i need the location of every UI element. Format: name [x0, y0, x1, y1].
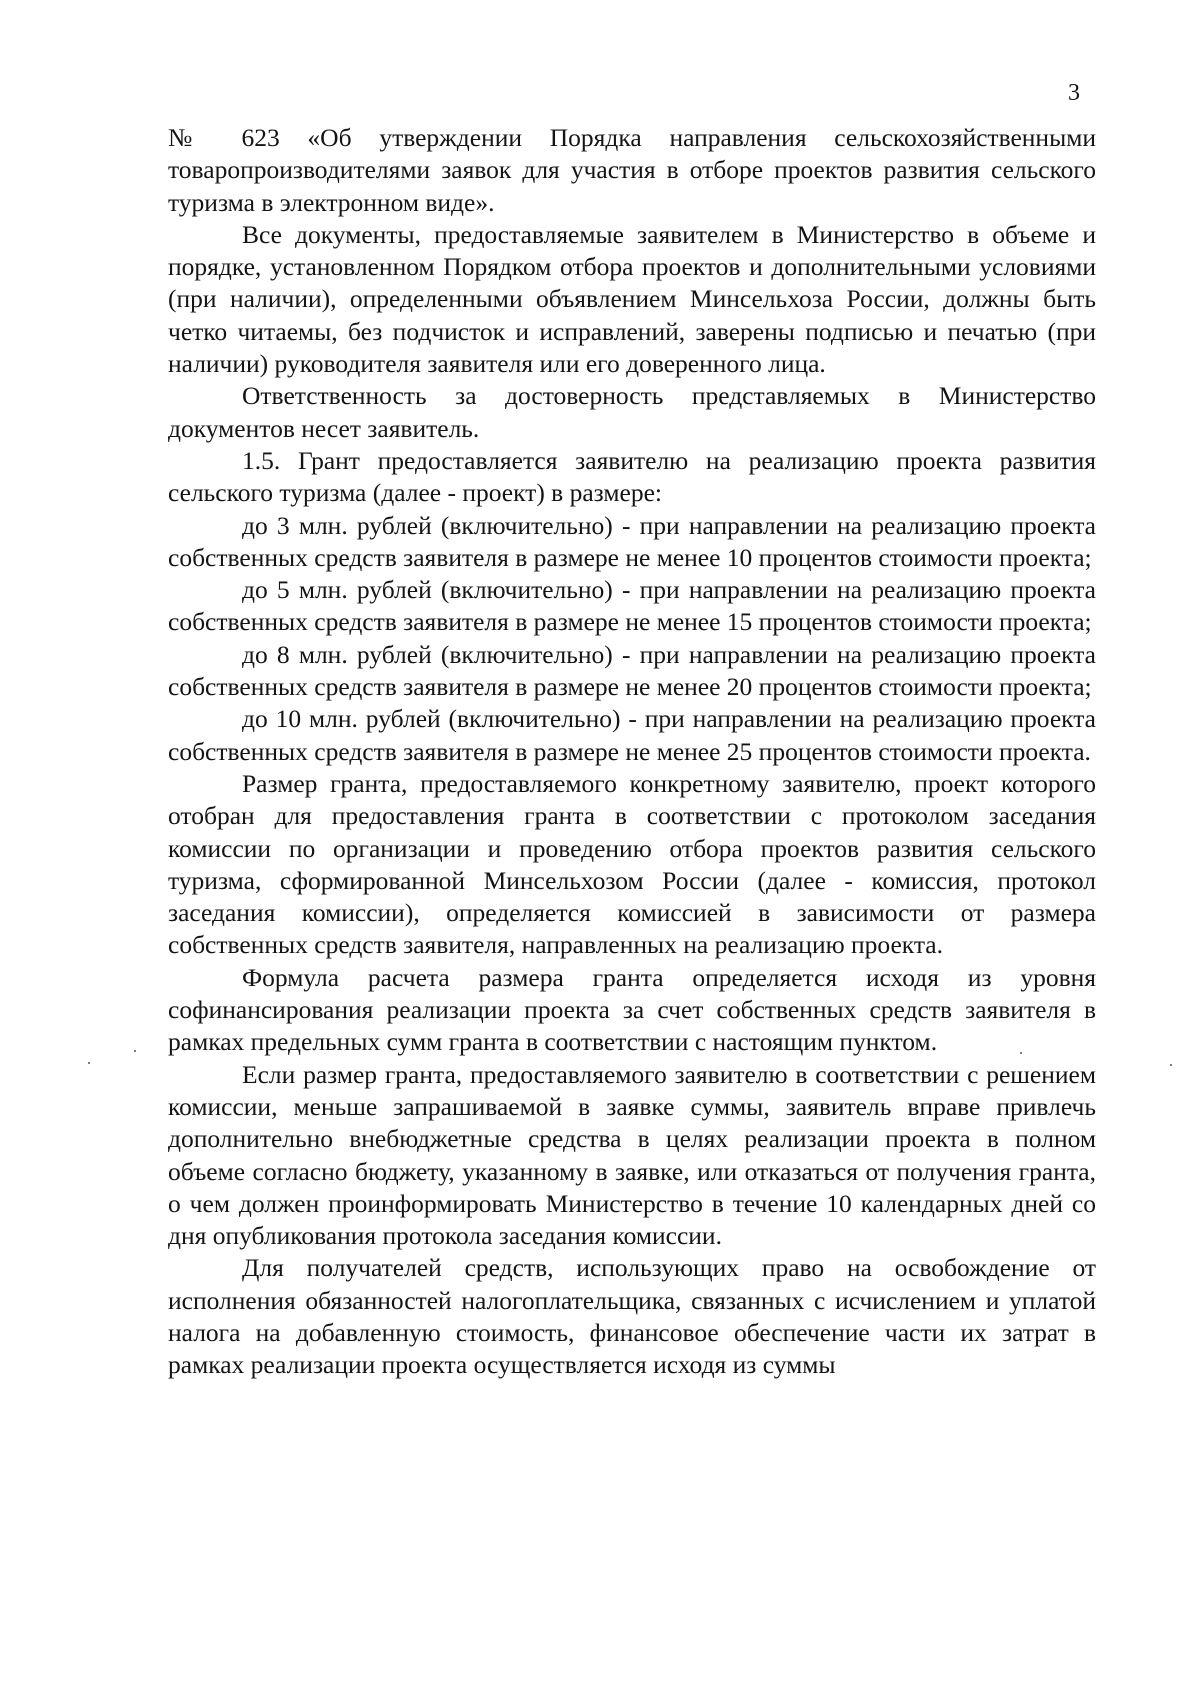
- paragraph: Все документы, предоставляемые заявителем в Министерство в объеме и порядке, установленном Порядком отбора проектов и дополнительными условиями (при наличии), определенными объявлением Минсельхоза России, должны быть четко читаемы, без подчисток и исправлений, заверены подписью и печатью (при наличии) руководителя заявителя или его доверенного лица.: [168, 219, 1096, 379]
- paragraph: Размер гранта, предоставляемого конкретному заявителю, проект которого отобран для предоставления гранта в соответствии с протоколом заседания комиссии по организации и проведению отбора проектов развития сельского туризма, сформированной Минсельхозом России (далее - комиссия, протокол заседания комиссии), определяется комиссией в зависимости от размера собственных средств заявителя, направленных на реализацию проекта.: [168, 768, 1096, 960]
- paragraph: Для получателей средств, использующих право на освобождение от исполнения обязанностей налогоплательщика, связанных с исчислением и уплатой налога на добавленную стоимость, финансовое обеспечение части их затрат в рамках реализации проекта осуществляется исходя из суммы: [168, 1253, 1096, 1380]
- paragraph: 1.5. Грант предоставляется заявителю на реализацию проекта развития сельского туризма (далее - проект) в размере:: [168, 445, 1096, 508]
- paragraph: до 10 млн. рублей (включительно) - при направлении на реализацию проекта собственных средств заявителя в размере не менее 25 процентов стоимости проекта.: [168, 704, 1096, 766]
- paragraph: до 8 млн. рублей (включительно) - при направлении на реализацию проекта собственных средств заявителя в размере не менее 20 процентов стоимости проекта;: [168, 639, 1096, 702]
- paragraph: № 623 «Об утверждении Порядка направления сельскохозяйственными товаропроизводителями заявок для участия в отборе проектов развития сельского туризма в электронном виде».: [168, 123, 1096, 217]
- scan-speck: [1020, 1052, 1022, 1054]
- paragraph: до 5 млн. рублей (включительно) - при направлении на реализацию проекта собственных средств заявителя в размере не менее 15 процентов стоимости проекта;: [168, 575, 1096, 637]
- paragraph: Если размер гранта, предоставляемого заявителю в соответствии с решением комиссии, меньше запрашиваемой в заявке суммы, заявитель вправе привлечь дополнительно внебюджетные средства в целях реализации проекта в полном объеме согласно бюджету, указанному в заявке, или отказаться от получения гранта, о чем должен проинформировать Министерство в течение 10 календарных дней со дня опубликования протокола заседания комиссии.: [168, 1059, 1096, 1251]
- scan-speck: [88, 1062, 90, 1064]
- document-body: [168, 122, 1096, 1382]
- paragraph: до 3 млн. рублей (включительно) - при направлении на реализацию проекта собственных средств заявителя в размере не менее 10 процентов стоимости проекта;: [168, 510, 1096, 572]
- scan-speck: [1170, 1064, 1172, 1066]
- page-number: 3: [1068, 80, 1080, 106]
- paragraph: Формула расчета размера гранта определяется исходя из уровня софинансирования реализации проекта за счет собственных средств заявителя в рамках предельных сумм гранта в соответствии с настоящим пунктом.: [168, 962, 1096, 1057]
- scan-speck: [134, 1050, 136, 1052]
- paragraph: Ответственность за достоверность представляемых в Министерство документов несет заявитель.: [168, 381, 1096, 443]
